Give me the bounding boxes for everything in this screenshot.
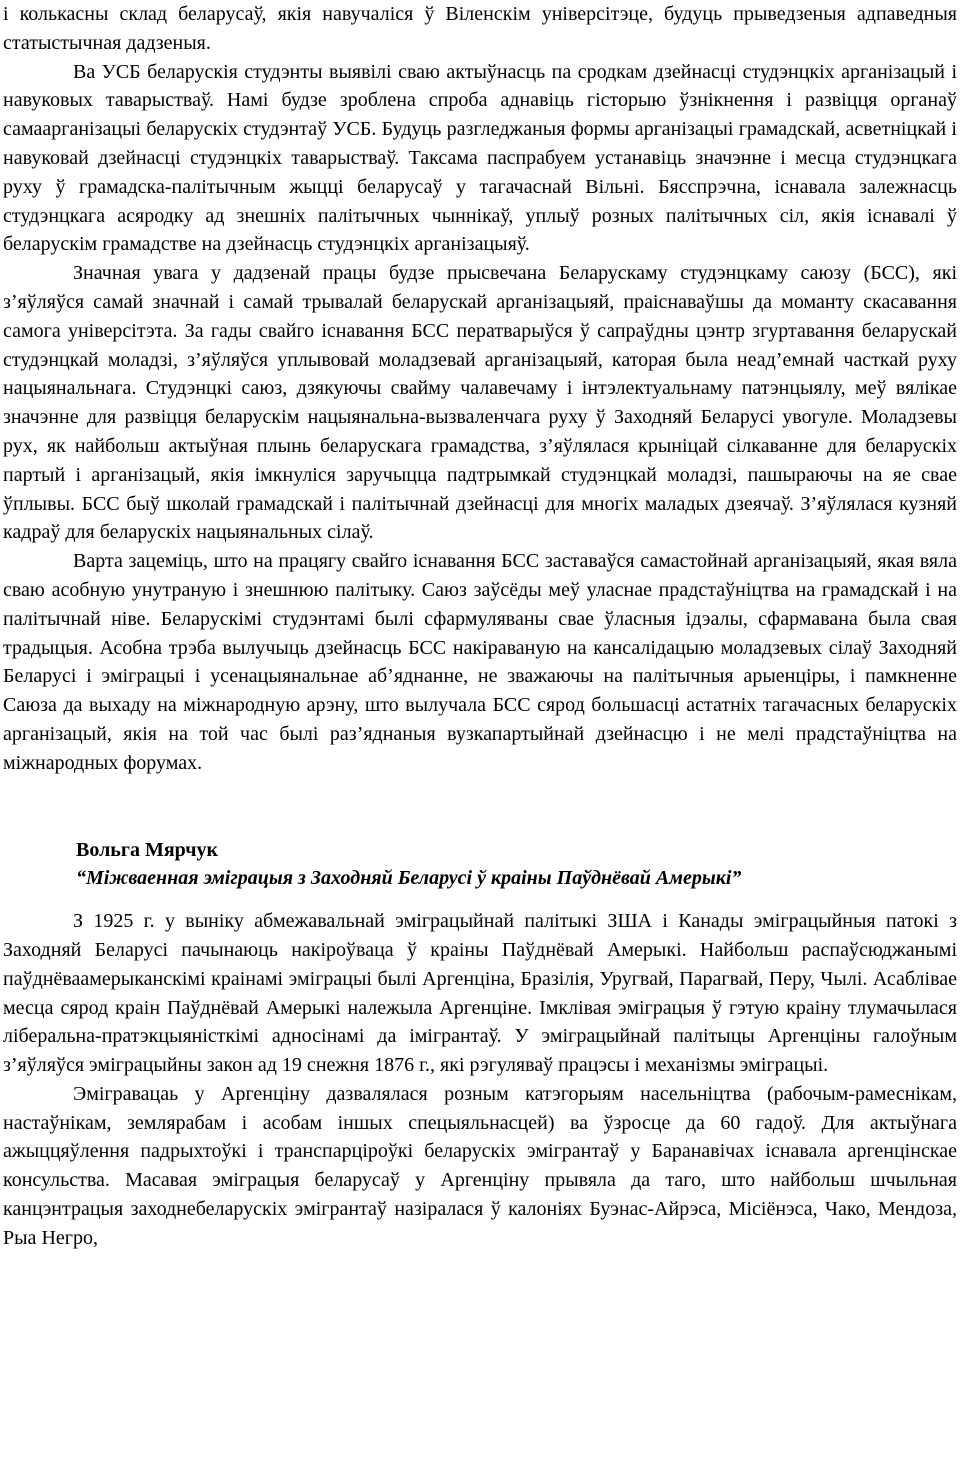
paragraph-union-independence: Варта зацеміць, што на працягу свайго існавання БСС заставаўся самастойнай арганізацыяй, якая вяла сваю асобную унутраную і знешнюю палітыку. Саюз заўсёды меў уласнае прадстаўніцтва на грамадскай і на палітычнай ніве. Беларускімі студэнтамі былі сфармуляваны свае ўласныя ідэалы, сфармавана была свая традыцыя. Асобна трэба вылучыць дзейнасць БСС накіраваную на кансалідацыю моладзевых сілаў Заходняй Беларусі і эміграцыі і усенацыянальнае аб’яднанне, не зважаючы на палітычныя арыенціры, і памкненне Саюза да выхаду на міжнародную арэну, што вылучала БСС сярод большасці астатніх тагачасных беларускіх арганізацый, якія на той час былі раз’яднаныя вузкапартыйнай дзейнасцю і не мелі прадстаўніцтва на міжнародных форумах. (3, 550, 957, 774)
paragraph-emigration-1925: З 1925 г. у выніку абмежавальнай эміграцыйнай палітыкі ЗША і Канады эміграцыйныя патокі з Заходняй Беларусі пачынаюць накіроўваца ў краіны Паўднёвай Амерыкі. Найбольш распаўсюджанымі паўднёваамерыканскімі краінамі эміграцыі былі Аргенціна, Бразілія, Уругвай, Парагвай, Перу, Чылі. Асаблівае месца сярод краін Паўднёвай Амерыкі належыла Аргенціне. Імклівая эміграцыя ў гэтую краіну тлумачылася ліберальна-пратэкцыяністкімі адносінамі да імігрантаў. У эміграцыйнай палітыцы Аргенціны галоўным з’яўляўся эміграцыйны закон ад 19 снежня 1876 г., які рэгуляваў працэсы і механізмы эміграцыі. (3, 910, 957, 1077)
article-title: “Міжваенная эміграцыя з Заходняй Беларусі ў краіны Паўднёвай Амерыкі” (76, 867, 742, 890)
paragraph-student-union: Значная увага у дадзенай працы будзе прысвечана Беларускаму студэнцкаму саюзу (БСС), які з’яўляўся самай значнай і самай трывалай беларускай арганізацыяй, праіснаваўшы да моманту скасавання самога універсітэта. За гады свайго існавання БСС ператварыўся ў сапраўдны цэнтр згуртавання беларускай студэнцкай моладзі, з’яўляўся уплывовай моладзевай арганізацыяй, каторая была неад’емнай часткай руху нацыянальнага. Студэнцкі саюз, дзякуючы свайму чалавечаму і інтэлектуальнаму патэнцыялу, меў вялікае значэнне для развіцця беларускім нацыянальна-вызваленчага руху ў Заходняй Беларусі увогуле. Моладзевы рух, як найбольш актыўная плынь беларускага грамадства, з’яўлялася крыніцай сілкаванне для беларускіх партый і арганізацый, якія імкнуліся заручыцца падтрымкай студэнцкай моладзі, пашыраючы на яе свае ўплывы. БСС быў школай грамадскай і палітычнай дзейнасці для многіх маладых дзеячаў. З’яўлялася кузняй кадраў для беларускіх нацыянальных сілаў. (3, 262, 957, 544)
paragraph-emigration-argentina: Эмігравацаь у Аргенціну дазвалялася розным катэгорыям насельніцтва (рабочым-рамеснікам, настаўнікам, землярабам і асобам іншых спецыяльнасцей) ва ўзросце да 60 гадоў. Для актыўнага ажыццяўлення падрыхтоўкі і транспарціроўкі беларускіх эмігрантаў у Баранавічах існавала аргенцінскае консульства. Масавая эміграцыя беларусаў у Аргенціну прывяла да таго, што найбольш шчыльная канцэнтрацыя заходнебеларускіх эмігрантаў назіралася ў калоніях Буэнас-Айрэса, Місіёнэса, Чако, Мендоза, Рыа Негро, (3, 1082, 957, 1249)
paragraph-continuation: і колькасны склад беларусаў, якія навучаліся ў Віленскім універсітэце, будуць прыведзеныя адпаведныя статыстычная дадзеныя. (3, 3, 957, 54)
section-spacer (3, 778, 957, 836)
article-author: Вольга Мярчук (76, 838, 219, 861)
paragraph-student-organizations: Ва УСБ беларускія студэнты выявілі сваю актыўнасць па сродкам дзейнасці студэнцкіх арганізацый і навуковых таварыстваў. Намі будзе зроблена спроба аднавіць гісторыю ўзнікнення і развіцця органаў самаарганізацыі беларускіх студэнтаў УСБ. Будуць разгледжаныя формы арганізацыі грамадскай, асветніцкай і навуковай дзейнасці студэнцкіх таварыстваў. Таксама паспрабуем устанавіць значэнне і месца студэнцкага руху ў грамадска-палітычным жыцці беларусаў у тагачаснай Вільні. Бясспрэчна, існавала залежнасць студэнцкага асяродку ад знешніх палітычных чыннікаў, уплыў розных палітычных сіл, якія існавалі ў беларускім грамадстве на дзейнасць студэнцкіх арганізацыяў. (3, 60, 957, 256)
